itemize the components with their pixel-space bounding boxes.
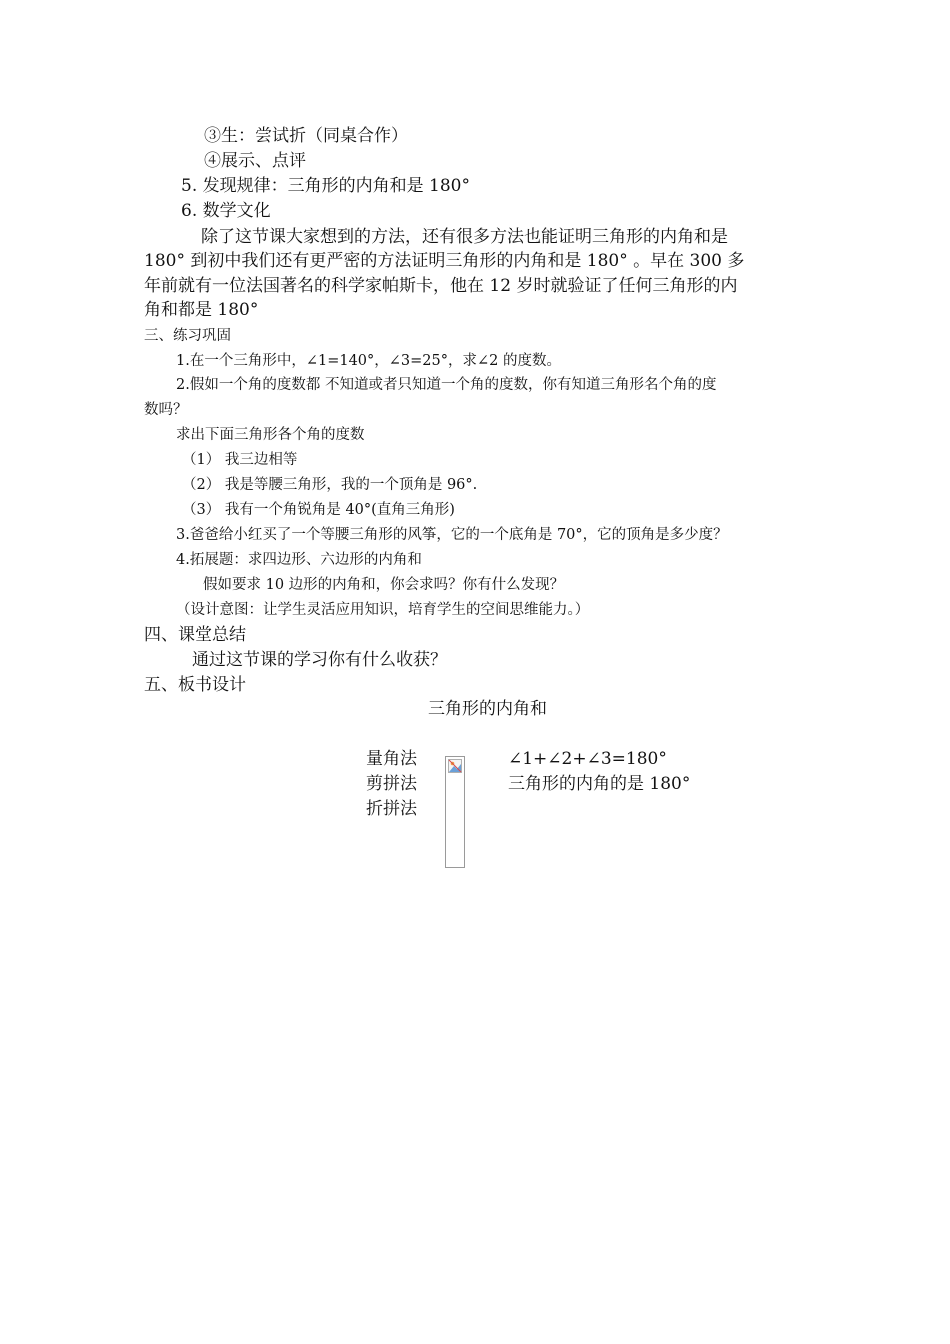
culture-paragraph-line-2: 180° 到初中我们还有更严密的方法证明三角形的内角和是 180° 。早在 300 多	[144, 251, 745, 271]
exercise-2-line-2: 数吗？	[144, 402, 188, 418]
exercise-4: 4.拓展题：求四边形、六边形的内角和	[176, 552, 422, 568]
exercise-2-line-1: 2.假如一个角的度数都 不知道或者只知道一个角的度数，你有知道三角形名个角的度	[176, 377, 717, 393]
board-angle-formula: ∠1+∠2+∠3=180°	[508, 749, 667, 769]
question-1: （1） 我三边相等	[182, 452, 298, 468]
question-2: （2） 我是等腰三角形，我的一个顶角是 96°.	[182, 477, 478, 493]
culture-paragraph-line-1: 除了这节课大家想到的方法，还有很多方法也能证明三角形的内角和是	[201, 227, 728, 247]
section-practice-heading: 三、练习巩固	[144, 328, 231, 344]
board-method-measure: 量角法	[366, 749, 417, 769]
exercise-2-instruction: 求出下面三角形各个角的度数	[176, 427, 365, 443]
exercise-4-extension: 假如要求 10 边形的内角和，你会求吗？你有什么发现？	[203, 577, 565, 593]
culture-paragraph-line-3: 年前就有一位法国著名的科学家帕斯卡，他在 12 岁时就验证了任何三角形的内	[144, 276, 738, 296]
image-placeholder-frame	[445, 756, 465, 868]
step-discover-rule: 5. 发现规律：三角形的内角和是 180°	[181, 176, 470, 196]
step-try-fold: ③生：尝试折（同桌合作）	[204, 126, 408, 146]
summary-question: 通过这节课的学习你有什么收获？	[192, 650, 447, 670]
board-method-fold: 折拼法	[366, 799, 417, 819]
board-conclusion: 三角形的内角的是 180°	[508, 774, 691, 794]
exercise-3: 3.爸爸给小红买了一个等腰三角形的风筝，它的一个底角是 70°，它的顶角是多少度？	[176, 527, 728, 543]
step-show-comment: ④展示、点评	[204, 151, 306, 171]
section-summary-heading: 四、课堂总结	[144, 625, 246, 645]
broken-image-icon	[448, 759, 462, 773]
question-3: （3） 我有一个角锐角是 40°(直角三角形)	[182, 502, 455, 518]
step-math-culture: 6. 数学文化	[181, 201, 271, 221]
board-method-cut: 剪拼法	[366, 774, 417, 794]
design-intent: （设计意图：让学生灵活应用知识，培育学生的空间思维能力。）	[176, 602, 590, 618]
section-board-heading: 五、板书设计	[144, 675, 246, 695]
board-title: 三角形的内角和	[428, 699, 547, 719]
culture-paragraph-line-4: 角和都是 180°	[144, 300, 259, 320]
exercise-1: 1.在一个三角形中，∠1=140°，∠3=25°，求∠2 的度数。	[176, 353, 561, 369]
